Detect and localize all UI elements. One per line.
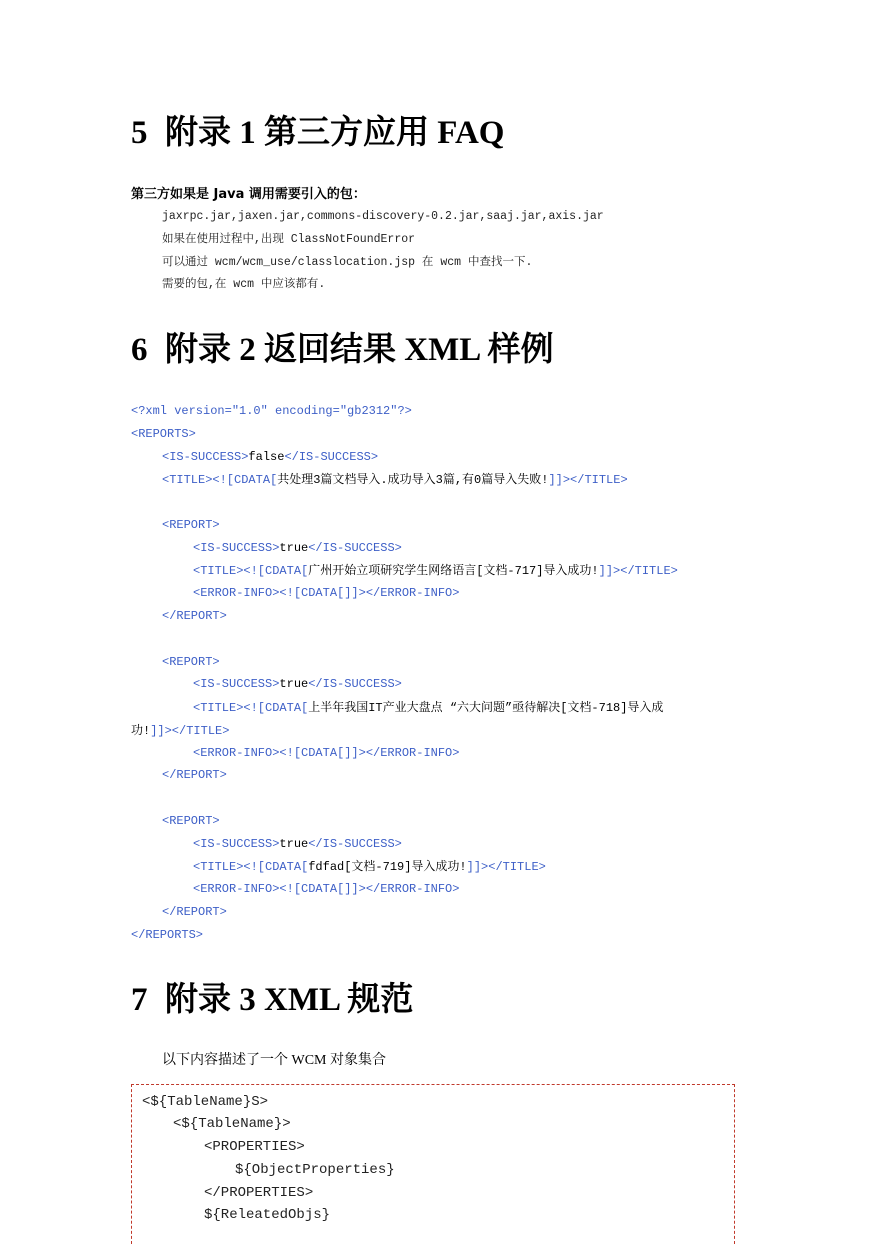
section-7-intro: 以下内容描述了一个 WCM 对象集合 (162, 1053, 386, 1068)
xml-value: 共处理3篇文档导入.成功导入3篇,有0篇导入失败! (277, 473, 549, 487)
xml-report-open: <REPORT> (162, 814, 220, 828)
xml-tag: ]]></TITLE> (598, 564, 678, 578)
faq-subheading: 第三方如果是 Java 调用需要引入的包： (131, 187, 366, 202)
xml-is-success-line (193, 676, 402, 692)
section-title: 附录 2 返回结果 XML 样例 (165, 332, 554, 368)
xml-value: true (279, 677, 309, 691)
xml-tag: </IS-SUCCESS> (284, 450, 379, 464)
xml-tag: ]]></TITLE> (466, 860, 546, 874)
code-line: <${TableName}S> (142, 1094, 269, 1110)
section-number: 6 (131, 332, 148, 368)
xml-tag: <IS-SUCCESS> (193, 677, 280, 691)
faq-line: 如果在使用过程中,出现 ClassNotFoundError (162, 233, 416, 246)
xml-is-success-line (162, 449, 378, 465)
xml-tag: <IS-SUCCESS> (193, 837, 280, 851)
code-line: ${ReleatedObjs} (204, 1207, 331, 1223)
section-title: 附录 3 XML 规范 (165, 982, 414, 1018)
xml-title-line (162, 472, 628, 488)
xml-tag: ]]></TITLE> (548, 473, 628, 487)
section-number: 5 (131, 115, 148, 151)
xml-value: 广州开始立项研究学生网络语言[文档-717]导入成功! (308, 564, 599, 578)
xml-tag: </IS-SUCCESS> (308, 677, 402, 691)
xml-title-line (193, 859, 546, 875)
xml-tag: <IS-SUCCESS> (193, 541, 280, 555)
code-line: ${ObjectProperties} (235, 1162, 395, 1178)
xml-error-info: <ERROR-INFO><![CDATA[]]></ERROR-INFO> (193, 586, 460, 600)
xml-value: fdfad[文档-719]导入成功! (308, 860, 467, 874)
xml-report-close: </REPORT> (162, 768, 227, 782)
faq-line: 需要的包,在 wcm 中应该都有. (162, 278, 326, 291)
xml-tag: <TITLE><![CDATA[ (162, 473, 278, 487)
xml-tag: <TITLE><![CDATA[ (193, 860, 309, 874)
xml-tag: </IS-SUCCESS> (308, 541, 402, 555)
xml-tag: <TITLE><![CDATA[ (193, 701, 309, 715)
xml-title-line (193, 700, 663, 716)
section-number: 7 (131, 982, 148, 1018)
xml-value: true (279, 541, 309, 555)
xml-tag: ]]></TITLE> (150, 724, 230, 738)
xml-reports-open: <REPORTS> (131, 427, 196, 441)
xml-is-success-line (193, 836, 402, 852)
xml-tag: <IS-SUCCESS> (162, 450, 249, 464)
xml-error-info: <ERROR-INFO><![CDATA[]]></ERROR-INFO> (193, 746, 460, 760)
xml-value: false (248, 450, 285, 464)
faq-line: 可以通过 wcm/wcm_use/classlocation.jsp 在 wcm 中查找一下. (162, 256, 533, 269)
code-line: <${TableName}> (173, 1116, 291, 1132)
xml-declaration: <?xml version="1.0" encoding="gb2312"?> (131, 404, 412, 418)
section-7-heading (131, 980, 413, 1020)
section-5-heading (131, 113, 504, 153)
xml-report-open: <REPORT> (162, 655, 220, 669)
code-line: </PROPERTIES> (204, 1185, 314, 1201)
xml-value: 功! (131, 724, 151, 738)
xml-tag: </IS-SUCCESS> (308, 837, 402, 851)
xml-title-continuation (131, 723, 229, 739)
xml-title-line (193, 563, 678, 579)
code-line: <PROPERTIES> (204, 1139, 305, 1155)
xml-is-success-line (193, 540, 402, 556)
xml-tag: <TITLE><![CDATA[ (193, 564, 309, 578)
section-title: 附录 1 第三方应用 FAQ (165, 115, 505, 151)
xml-report-open: <REPORT> (162, 518, 220, 532)
xml-report-close: </REPORT> (162, 609, 227, 623)
xml-reports-close: </REPORTS> (131, 928, 204, 942)
xml-error-info: <ERROR-INFO><![CDATA[]]></ERROR-INFO> (193, 882, 460, 896)
section-6-heading (131, 330, 554, 370)
xml-value: true (279, 837, 309, 851)
xml-report-close: </REPORT> (162, 905, 227, 919)
faq-line: jaxrpc.jar,jaxen.jar,commons-discovery-0.2.jar,saaj.jar,axis.jar (162, 210, 604, 223)
xml-value: 上半年我国IT产业大盘点 “六大问题”亟待解决[文档-718]导入成 (308, 701, 664, 715)
